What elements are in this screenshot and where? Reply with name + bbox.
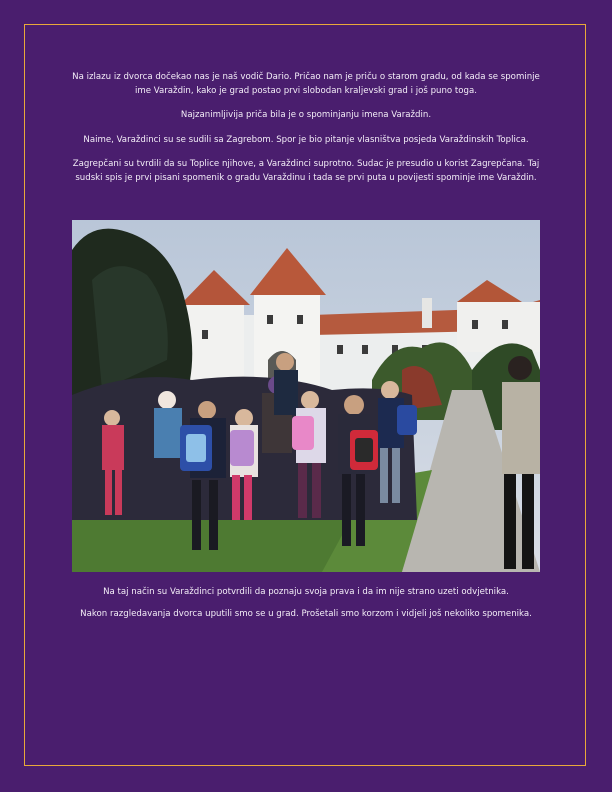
castle-group-photo — [72, 220, 540, 572]
paragraph-verdict: Zagrepčani su tvrdili da su Toplice njihove, a Varaždinci suprotno. Sudac je presudio u korist Zagrepčana. Taj sudski spis je prvi pisani spomenik o gradu Varaždinu i tada se prvi puta u povijesti spominje ime Varaždin. — [72, 158, 540, 184]
paragraph-lawsuit: Naime, Varaždinci su se sudili sa Zagrebom. Spor je bio pitanje vlasništva posjeda Varaždinskih Toplica. — [83, 134, 529, 145]
paragraph-guide-intro: Na izlazu iz dvorca dočekao nas je naš vodič Dario. Pričao nam je priču o starom gradu, od kada se spominje ime Varaždin, kako je grad postao prvi slobodan kraljevski grad i još puno toga. — [72, 72, 540, 97]
paragraph-conclusion: Na taj način su Varaždinci potvrdili da poznaju svoja prava i da im nije strano uzeti odvjetnika. — [103, 587, 509, 597]
paragraph-most-interesting: Najzanimljivija priča bila je o spominjanju imena Varaždin. — [180, 110, 432, 121]
top-text-block — [66, 70, 546, 195]
bottom-text-block — [60, 585, 552, 629]
paragraph-city-walk: Nakon razgledavanja dvorca uputili smo se u grad. Prošetali smo korzom i vidjeli još nekoliko spomenika. — [80, 609, 532, 620]
